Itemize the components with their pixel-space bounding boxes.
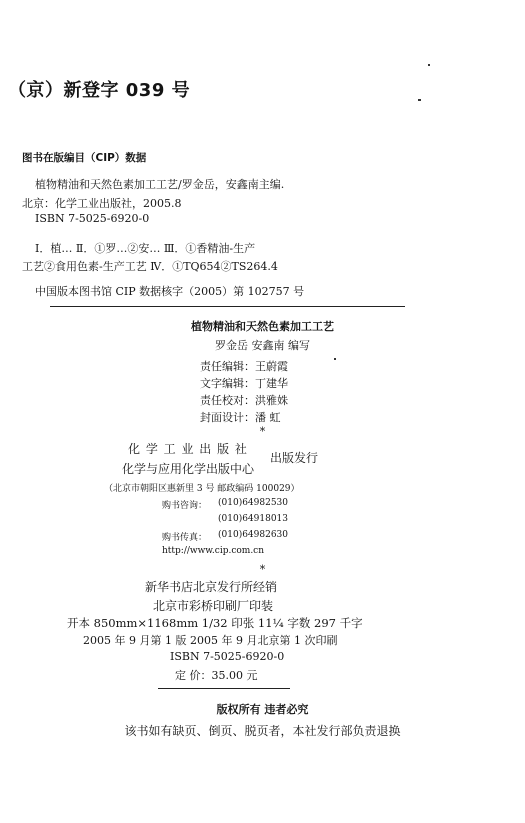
publisher-center: 化学与应用化学出版中心 bbox=[122, 462, 255, 476]
distributor: 新华书店北京发行所经销 bbox=[145, 580, 278, 594]
registration-number: （京）新登字 039 号 bbox=[8, 80, 191, 101]
publisher-address: （北京市朝阳区惠新里 3 号 邮政编码 100029） bbox=[104, 484, 300, 494]
copyright-notice: 版权所有 违者必究 bbox=[216, 703, 309, 716]
cip-line: 工艺②食用色素-生产工艺 Ⅳ．①TQ654②TS264.4 bbox=[22, 260, 278, 273]
cip-line: Ⅰ．植… Ⅱ．①罗…②安… Ⅲ．①香精油-生产 bbox=[35, 242, 256, 255]
scan-speck bbox=[334, 358, 336, 360]
return-policy: 该书如有缺页、倒页、脱页者，本社发行部负责退换 bbox=[124, 724, 401, 738]
scan-speck bbox=[418, 99, 421, 101]
cip-heading: 图书在版编目（CIP）数据 bbox=[22, 152, 147, 164]
cip-line: 植物精油和天然色素加工工艺/罗金岳，安鑫南主编. bbox=[35, 178, 285, 191]
book-title: 植物精油和天然色素加工工艺 bbox=[191, 320, 334, 333]
fax-number: (010)64982630 bbox=[218, 530, 289, 540]
book-authors: 罗金岳 安鑫南 编写 bbox=[215, 339, 310, 352]
cip-line: ISBN 7-5025-6920-0 bbox=[35, 212, 150, 225]
cip-line: 北京：化学工业出版社，2005.8 bbox=[22, 197, 182, 210]
consult-label: 购书咨询： bbox=[162, 501, 208, 511]
edition-line: 2005 年 9 月第 1 版 2005 年 9 月北京第 1 次印刷 bbox=[83, 634, 338, 647]
format-line: 开本 850mm×1168mm 1/32 印张 11¼ 字数 297 千字 bbox=[67, 616, 363, 630]
credit-line: 文字编辑：丁建华 bbox=[200, 377, 288, 390]
publisher-release: 出版发行 bbox=[270, 451, 319, 465]
credit-line: 封面设计：潘 虹 bbox=[200, 411, 281, 424]
price-line: 定 价：35.00 元 bbox=[175, 669, 258, 682]
publisher-name: 化 学 工 业 出 版 社 bbox=[128, 442, 248, 456]
isbn-line: ISBN 7-5025-6920-0 bbox=[170, 650, 285, 663]
scan-speck bbox=[428, 64, 430, 66]
consult-phone: (010)64918013 bbox=[218, 514, 289, 524]
credit-line: 责任校对：洪雅姝 bbox=[200, 394, 288, 407]
credit-line: 责任编辑：王蔚霞 bbox=[200, 360, 288, 373]
separator-star: * bbox=[259, 425, 266, 438]
printer: 北京市彩桥印刷厂印装 bbox=[153, 599, 274, 613]
divider bbox=[50, 306, 405, 307]
cip-line: 中国版本图书馆 CIP 数据核字（2005）第 102757 号 bbox=[35, 285, 305, 298]
fax-label: 购书传真： bbox=[162, 533, 208, 543]
consult-phone: (010)64982530 bbox=[218, 498, 289, 508]
divider bbox=[158, 688, 290, 689]
website-url: http://www.cip.com.cn bbox=[162, 546, 265, 556]
separator-star: * bbox=[259, 563, 266, 576]
